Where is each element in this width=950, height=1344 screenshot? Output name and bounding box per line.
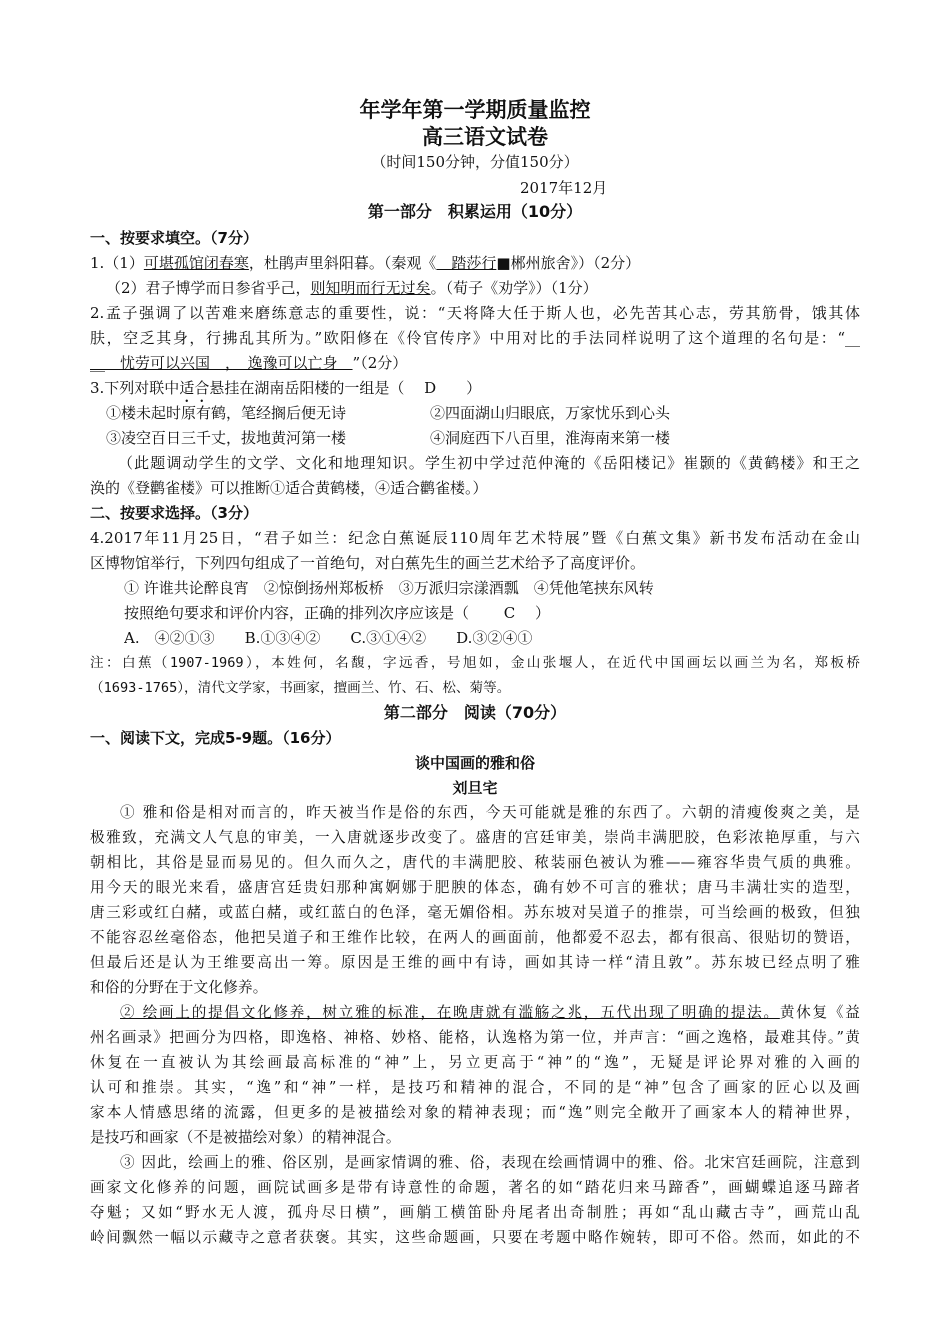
paragraph-1-line: 和俗的分野在于文化修养。 (90, 979, 268, 996)
q3-note-line2: 涣的《登鹳雀楼》可以推断①适合黄鹤楼，④适合鹳雀楼。） (90, 479, 488, 497)
paragraph-2-line: 休复在一直被认为其绘画最高标准的“神”上，另立更高于“神”的“逸”，无疑是评论界对雅的入画的 (90, 1054, 860, 1071)
q3-note-line1: （此题调动学生的文学、文化和地理知识。学生初中学过范仲淹的《岳阳楼记》崔颢的《黄鹤楼》和王之 (118, 454, 860, 472)
paragraph-2-line: 认可和推崇。其实，“逸”和“神”一样，是技巧和精神的混合，不同的是“神”包含了画家的匠心以及画 (90, 1079, 860, 1096)
question-1-1: 1.（1）可堪孤馆闭春寒，杜鹃声里斜阳暮。（秦观《 踏莎行■郴州旅舍》）（2分） (90, 254, 641, 272)
q4-question: 按照绝句要求和评价内容，正确的排列次序应该是（ C ） (124, 604, 551, 622)
paragraph-1-line: 极雅致，充满文人气息的审美，一入唐就逐步改变了。盛唐的宫廷审美，崇尚丰满肥胶，色彩浓艳厚重，与六 (90, 829, 860, 846)
answer-1-2: 则知明而行无过矣 (310, 279, 431, 297)
answer-1-1: 可堪孤馆闭春寒 (143, 254, 249, 272)
part1-heading: 第一部分 积累运用（10分） (367, 202, 583, 221)
paragraph-1-line: 唐三彩或红白赭，或蓝白赭，或红蓝白的色泽，毫无媚俗相。苏东坡对吴道子的推崇，可当绘画的极致，但独 (90, 904, 860, 921)
question-3: 3.下列对联中适合悬挂在湖南岳阳楼的一组是（ D ） (90, 379, 482, 397)
exam-title-line1: 年学年第一学期质量监控 (359, 98, 591, 122)
part2-heading: 第二部分 阅读（70分） (383, 703, 567, 722)
paragraph-2-first-line: ② 绘画上的提倡文化修养，树立雅的标准，在晚唐就有滥觞之兆，五代出现了明确的提法。黄休复《益 (120, 1004, 860, 1021)
answer-2a: __ 忧劳可以兴国 ， (90, 354, 233, 372)
q4-items: ① 许谁共论醉良宵 ②惊倒扬州郑板桥 ③万派归宗漾酒瓢 ④凭他笔挟东风转 (124, 579, 654, 597)
section1-heading: 一、按要求填空。（7分） (90, 229, 258, 247)
paragraph-2-line: 是技巧和画家（不是被描绘对象）的精神混合。 (90, 1129, 401, 1146)
exam-date: 2017年12月 (520, 179, 608, 197)
paragraph-2-line: 州名画录》把画分为四格，即逸格、神格、妙格、能格，认逸格为第一位，并声言：“画之逸格，最难其侍。”黄 (90, 1029, 860, 1046)
question-2-line1: 2.孟子强调了以苦难来磨练意志的重要性，说：“天将降大任于斯人也，必先苦其心志，劳其筋骨，饿其体 (90, 304, 860, 322)
q3-option-3: ③凌空百日三千丈，拔地黄河第一楼 (106, 429, 347, 447)
note-line1: 注：白蕉（1907-1969），本姓何，名馥，字远香，号旭如，金山张堰人，在近代中国画坛以画兰为名，郑板桥 (90, 655, 860, 671)
answer-2b: 逸豫可以亡身 (232, 354, 353, 372)
paragraph-1-line: 不能容忍丝毫俗态，他把吴道子和王维作比较，在两人的画面前，他都爱不忍去，都有很高、很贴切的赞语， (90, 929, 860, 946)
time-info: （时间150分钟，分值150分） (371, 153, 579, 171)
paragraph-1-line: 用今天的眼光来看，盛唐宫廷贵妇那种寓婀娜于肥腴的体态，确有妙不可言的雅状；唐马丰满壮实的造型， (90, 879, 860, 896)
q3-option-2: ②四面湖山归眼底，万家忧乐到心头 (430, 404, 671, 422)
paragraph-3-line: 画家文化修养的问题，画院试画多是带有诗意性的命题，著名的如“踏花归来马蹄香”，画蝴蝶追逐马蹄者 (90, 1179, 860, 1196)
q3-option-4: ④洞庭西下八百里，淮海南来第一楼 (430, 429, 671, 447)
paragraph-1-line: 但最后还是认为王维要高出一筹。原因是王维的画中有诗，画如其诗一样“清且敦”。苏东坡已经点明了雅 (90, 954, 860, 971)
paragraph-2-line: 家本人情感思绪的流露，但更多的是被描绘对象的精神表现；而“逸”则完全敞开了画家本人的精神世界， (90, 1104, 860, 1121)
question-2-line2: 肤，空乏其身，行拂乱其所为。”欧阳修在《伶官传序》中用对比的手法同样说明了这个道理的名句是：“__ (90, 329, 860, 347)
question-4-line1: 4.2017年11月25日，“君子如兰：纪念白蕉诞辰110周年艺术特展”暨《白蕉文集》新书发布活动在金山 (90, 529, 860, 547)
emphasis-text: 适合 (179, 379, 210, 397)
q4-choices: A. ④②①③ B.①③④② C.③①④② D.③②④① (124, 629, 533, 647)
paragraph-1-line: ① 雅和俗是相对而言的，昨天被当作是俗的东西，今天可能就是雅的东西了。六朝的清瘦俊爽之美，是 (120, 804, 860, 821)
question-4-line2: 区博物馆举行，下列四句组成了一首绝句，对白蕉先生的画兰艺术给予了高度评价。 (90, 554, 646, 572)
part2-section1-heading: 一、阅读下文，完成5-9题。（16分） (90, 729, 341, 747)
exam-title-line2: 高三语文试卷 (422, 125, 548, 149)
answer-1-1-title: 踏莎行 (436, 254, 497, 272)
paragraph-3-line: ③ 因此，绘画上的雅、俗区别，是画家情调的雅、俗，表现在绘画情调中的雅、俗。北宋宫廷画院，注意到 (120, 1154, 860, 1171)
underlined-sentence: ② 绘画上的提倡文化修养，树立雅的标准，在晚唐就有滥觞之兆，五代出现了明确的提法。 (120, 1004, 780, 1021)
paragraph-3-line: 岭间飘然一幅以示藏寺之意者获褒。其实，这些命题画，只要在考题中略作婉转，即可不俗。然而，如此的不 (90, 1229, 860, 1246)
note-line2: （1693-1765），清代文学家，书画家，擅画兰、竹、石、松、菊等。 (90, 680, 511, 696)
section2-heading: 二、按要求选择。（3分） (90, 504, 258, 522)
question-2-answer: __ 忧劳可以兴国 ， 逸豫可以亡身 ”（2分） (90, 354, 408, 372)
paragraph-1-line: 朝相比，其俗是显而易见的。但久而久之，唐代的丰满肥胶、秾装丽色被认为雅——雍容华贵气质的典雅。 (90, 854, 860, 871)
q3-option-1: ①楼未起时原有鹤，笔经搁后便无诗 (106, 404, 347, 422)
question-1-2: （2）君子博学而日参省乎己，则知明而行无过矣。（荀子《劝学》）（1分） (106, 279, 598, 297)
article-title: 谈中国画的雅和俗 (414, 754, 535, 772)
paragraph-3-line: 夺魁；又如“野水无人渡，孤舟尽日横”，画艄工横笛卧舟尾者出奇制胜；再如“乱山藏古寺”，画荒山乱 (90, 1204, 860, 1221)
article-author: 刘旦宅 (452, 779, 498, 797)
